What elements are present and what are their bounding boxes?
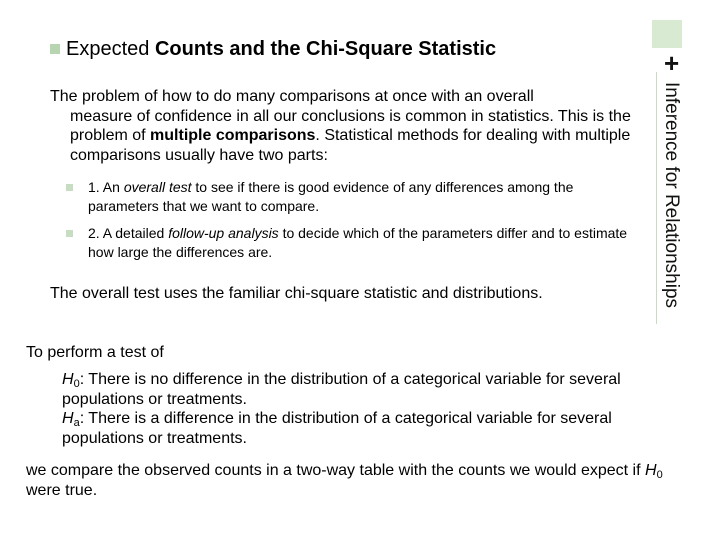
compare-paragraph: we compare the observed counts in a two-way table with the counts we would expect if $H_0$ were true. [26, 462, 663, 499]
slide-title [50, 38, 496, 61]
bullet-list [60, 178, 630, 270]
alt-hypothesis: $H_a$: There is a difference in the distribution of a categorical variable for several populations or treatments. [62, 410, 612, 447]
hypotheses [62, 370, 662, 448]
list-item: 1. An overall test to see if there is good evidence of any differences among the parameters that we want to compare. [60, 178, 630, 216]
intro-rest: measure of confidence in all our conclusions is common in statistics. This is the problem of multiple comparisons. Statistical methods for dealing with multiple comparisons usually have two parts: [70, 107, 631, 164]
accent-block [652, 20, 682, 48]
bullet-square-icon [66, 230, 73, 237]
bullet-square-icon [50, 44, 60, 54]
perform-line: To perform a test of [26, 344, 164, 361]
list-item: 2. A detailed follow-up analysis to decide which of the parameters differ and to estimate how large the differences are. [60, 224, 630, 262]
bullet-square-icon [66, 184, 73, 191]
intro-paragraph [50, 87, 640, 165]
null-hypothesis: $H_0$: There is no difference in the distribution of a categorical variable for several populations or treatments. [62, 371, 621, 408]
plus-icon: + [664, 48, 680, 78]
title-lead: Expected [66, 38, 150, 60]
multiple-comparisons-term: multiple comparisons [150, 127, 316, 144]
sidebar-divider [656, 72, 657, 324]
title-rest: Counts and the Chi-Square Statistic [149, 38, 497, 60]
intro-line1: The problem of how to do many comparisons at once with an overall [50, 88, 534, 105]
overall-note: The overall test uses the familiar chi-square statistic and distributions. [50, 285, 543, 302]
sidebar-label: Inference for Relationships [661, 82, 682, 309]
